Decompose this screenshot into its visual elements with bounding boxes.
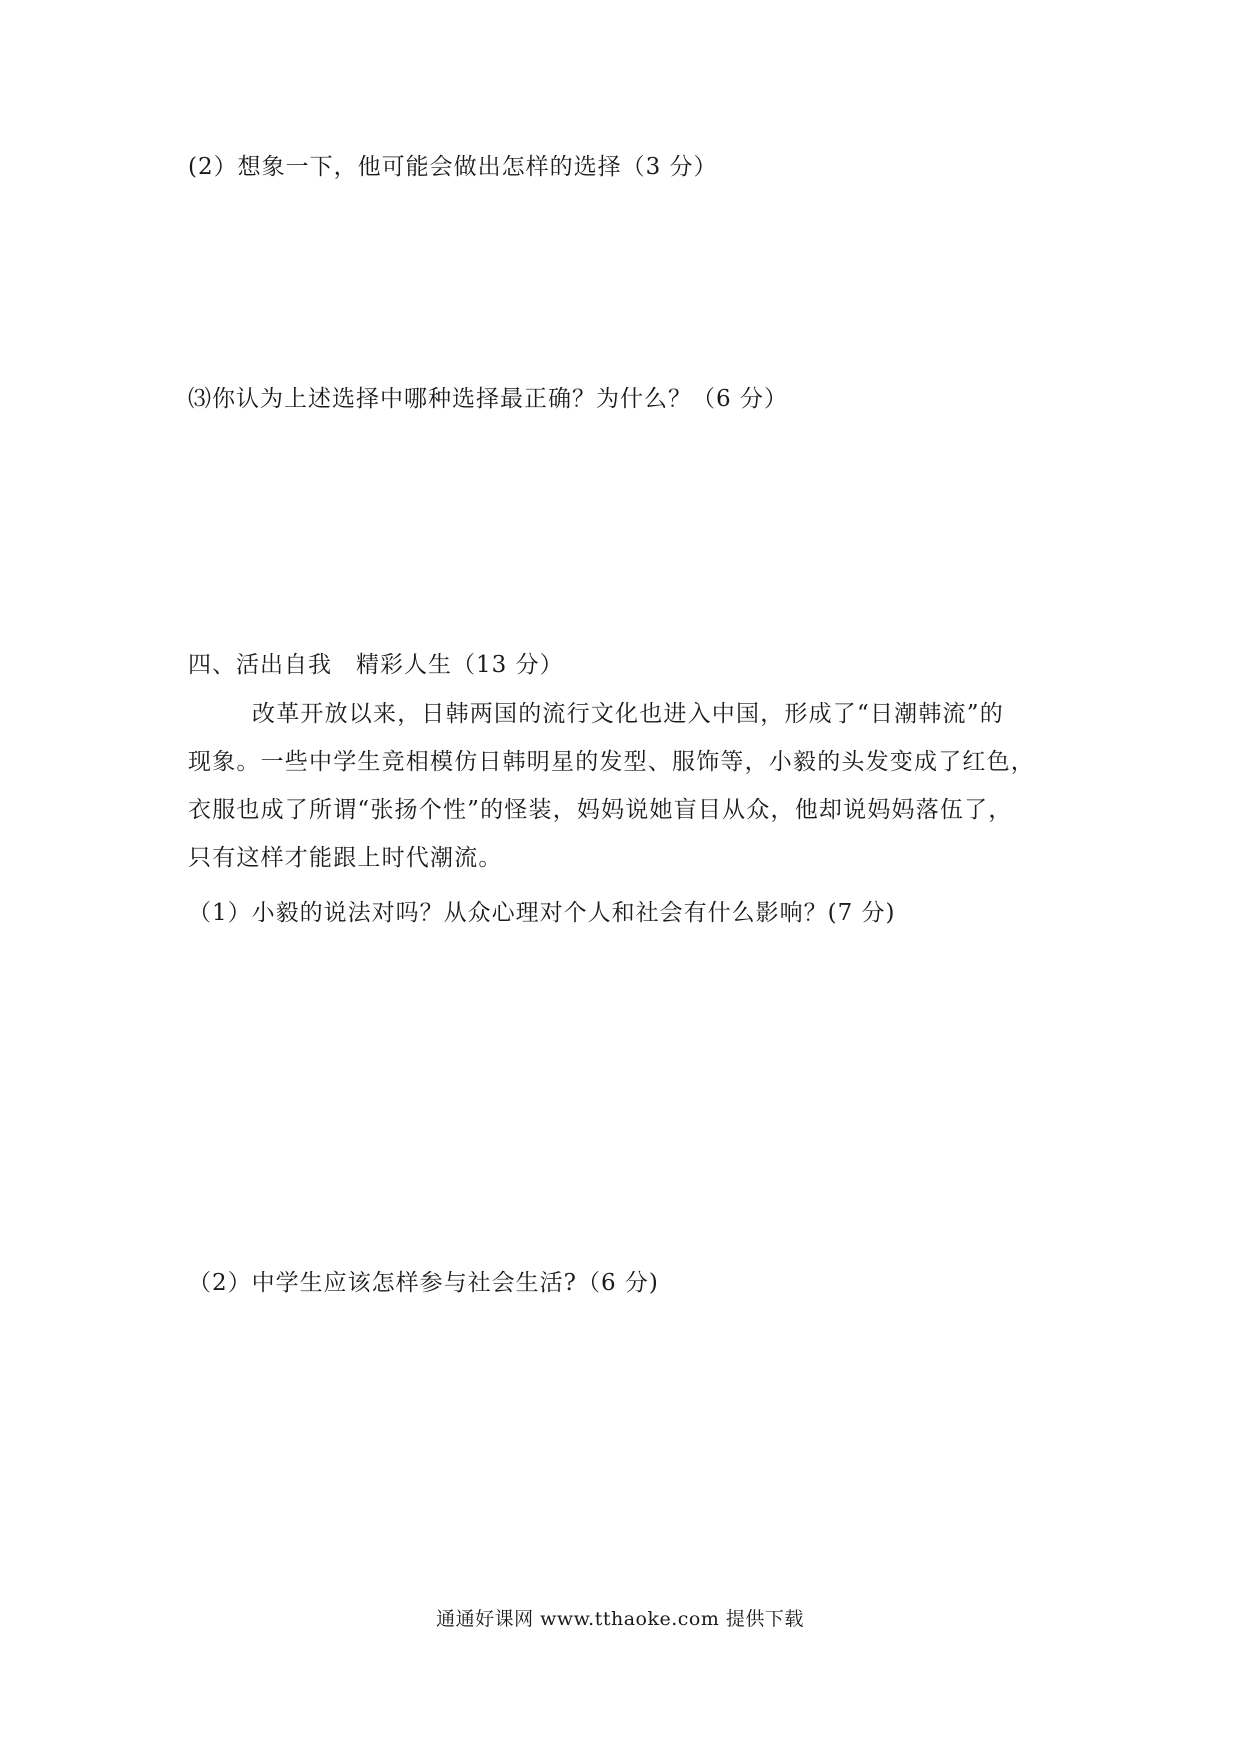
question-3-prompt: ⑶你认为上述选择中哪种选择最正确？为什么？（6 分） <box>188 386 788 412</box>
footer-credit: 通通好课网 www.tthaoke.com 提供下载 <box>436 1608 804 1630</box>
passage-line-1: 改革开放以来，日韩两国的流行文化也进入中国，形成了“日潮韩流”的 <box>252 701 1004 727</box>
passage-line-4: 只有这样才能跟上时代潮流。 <box>188 845 503 871</box>
section-4-heading: 四、活出自我 精彩人生（13 分） <box>188 652 564 678</box>
passage-line-2: 现象。一些中学生竞相模仿日韩明星的发型、服饰等，小毅的头发变成了红色， <box>188 749 1035 775</box>
section-4-question-2: （2）中学生应该怎样参与社会生活?（6 分) <box>188 1270 659 1296</box>
section-4-question-1: （1）小毅的说法对吗？从众心理对个人和社会有什么影响？(7 分) <box>188 900 896 926</box>
question-2-prompt: (2）想象一下，他可能会做出怎样的选择（3 分） <box>188 154 718 180</box>
section-4-passage <box>188 690 1058 882</box>
passage-line-3: 衣服也成了所谓“张扬个性”的怪装，妈妈说她盲目从众，他却说妈妈落伍了， <box>188 797 1013 823</box>
